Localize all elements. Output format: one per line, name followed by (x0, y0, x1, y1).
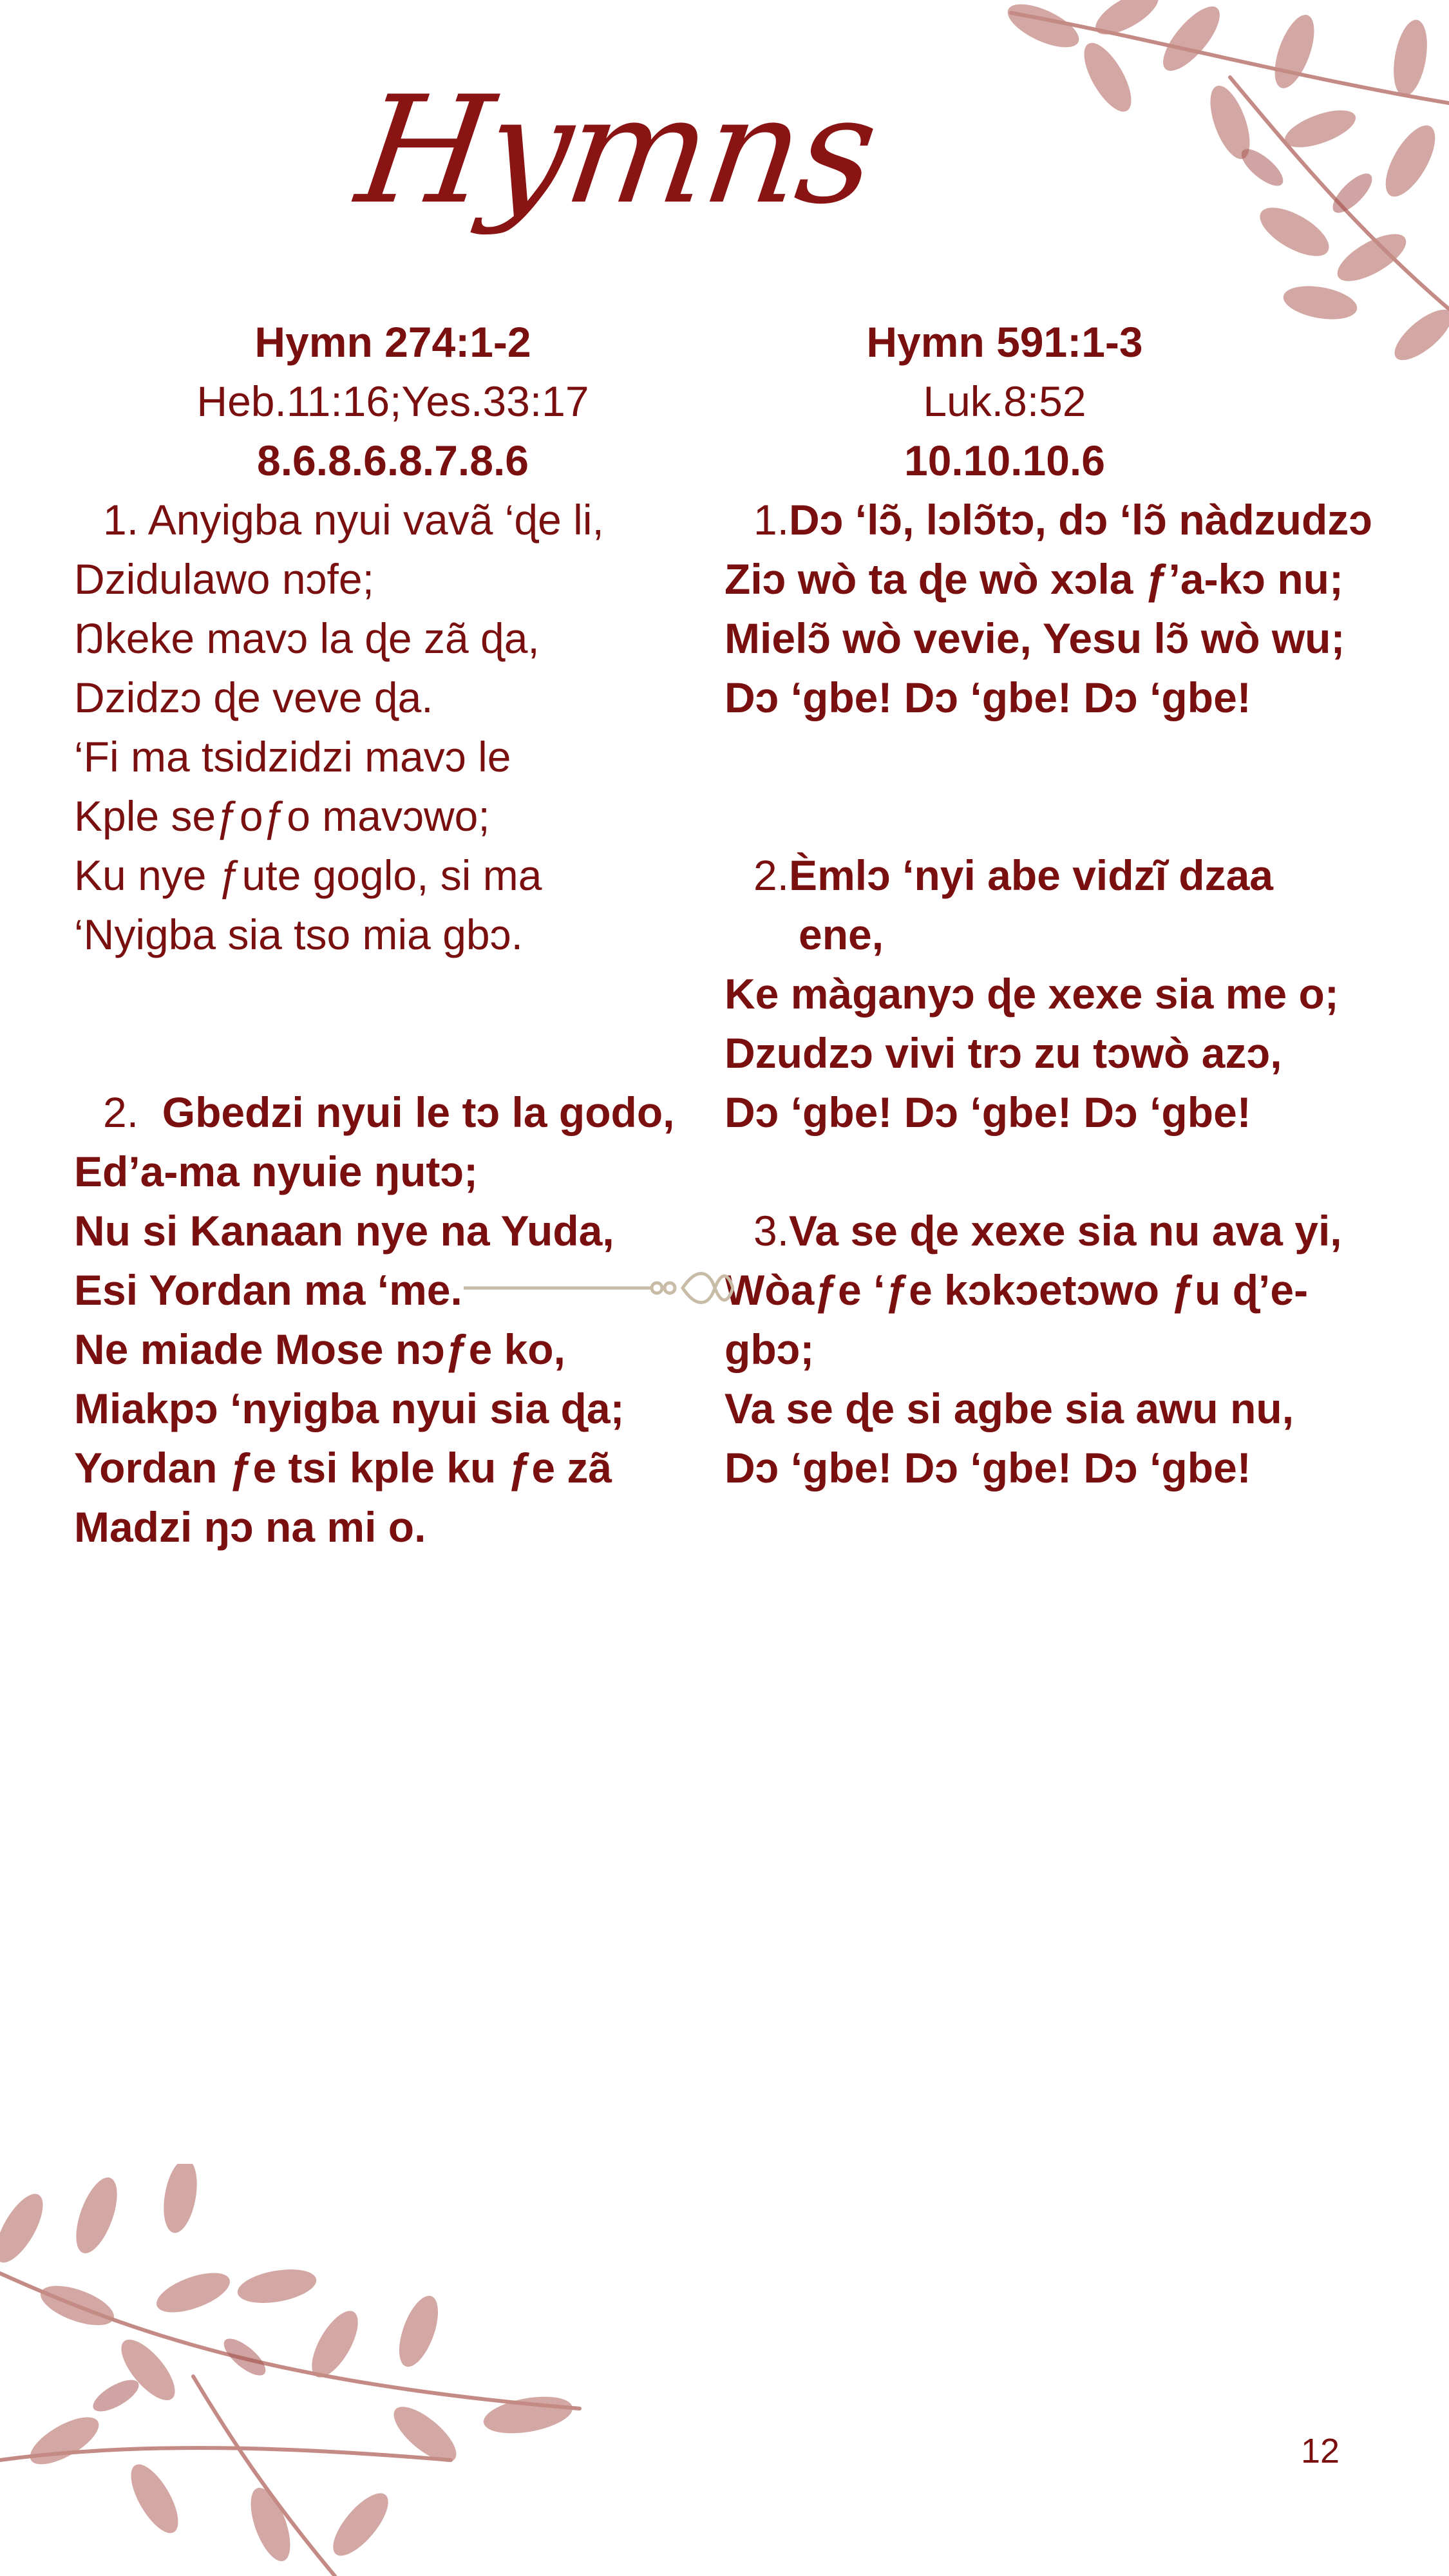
verse-line: Va se ɖe si agbe sia awu nu, (724, 1385, 1294, 1432)
hymn-274-column (74, 312, 692, 1557)
page-number: 12 (1301, 2432, 1340, 2470)
hymn-heading: Hymn 591:1-3 (866, 318, 1143, 366)
leaf-branch-icon (0, 2164, 618, 2576)
verse-line: Mielɔ̃ wò vevie, Yesu lɔ̃ wò wu; (724, 614, 1345, 662)
verse-line: 2.Èmlɔ ‘nyi abe vidzĩ dzaa (724, 846, 1394, 905)
hymn-meter: 10.10.10.6 (904, 437, 1105, 484)
hymn-verse-3 (724, 1201, 1394, 1497)
verse-line: 1. Anyigba nyui vavã ‘ɖe li, (74, 490, 692, 549)
verse-line: Ke màganyɔ ɖe xexe sia me o; (724, 970, 1339, 1018)
hymn-heading: Hymn 274:1-2 (254, 318, 531, 366)
verse-line: Ne miade Mose nɔƒe ko, (74, 1325, 565, 1373)
hymn-591-column (724, 312, 1394, 1497)
hymn-verse-2 (724, 846, 1394, 1142)
verse-line: Ed’a-ma nyuie ŋutɔ; (74, 1148, 478, 1195)
verse-line: Ŋkeke mavɔ la ɖe zã ɖa, (74, 614, 540, 662)
hymn-reference: Luk.8:52 (923, 377, 1086, 425)
hymn-reference: Heb.11:16;Yes.33:17 (196, 377, 589, 425)
verse-number: 1. (103, 496, 139, 544)
page-title: Hymns (348, 65, 885, 237)
verse-line: Yordan ƒe tsi kple ku ƒe zã (74, 1444, 612, 1492)
verse-line: Dzudzɔ vivi trɔ zu tɔwò azɔ, (724, 1029, 1282, 1077)
verse-number: 2. (103, 1088, 139, 1136)
verse-line: Dzidzɔ ɖe veve ɖa. (74, 674, 433, 721)
verse-line: Madzi ŋɔ na mi o. (74, 1503, 426, 1551)
verse-line: ‘Nyigba sia tso mia gbɔ. (74, 911, 523, 958)
verse-number: 3. (753, 1207, 790, 1255)
verse-line: Dzidulawo nɔfe; (74, 555, 374, 603)
verse-number: 1. (753, 496, 790, 544)
verse-line: Dɔ ‘gbe! Dɔ ‘gbe! Dɔ ‘gbe! (724, 1088, 1251, 1136)
hymn-verse-1 (724, 490, 1394, 727)
verse-line: Ku nye ƒute goglo, si ma (74, 851, 542, 899)
verse-line: 1.Dɔ ‘lɔ̃, lɔlɔ̃tɔ, dɔ ‘lɔ̃ nàdzudzɔ (724, 490, 1394, 549)
verse-line: Esi Yordan ma ‘me. (74, 1266, 462, 1314)
hymn-verse-1 (74, 490, 692, 964)
verse-line: gbɔ; (724, 1325, 815, 1373)
verse-line: Wòaƒe ‘ƒe kɔkɔetɔwo ƒu ɖ’e- (724, 1266, 1309, 1314)
verse-line: Ziɔ wò ta ɖe wò xɔla ƒ’a-kɔ nu; (724, 555, 1343, 603)
verse-line: Nu si Kanaan nye na Yuda, (74, 1207, 614, 1255)
verse-number: 2. (753, 851, 790, 899)
verse-line: Miakpɔ ‘nyigba nyui sia ɖa; (74, 1385, 625, 1432)
hymn-meter: 8.6.8.6.8.7.8.6 (256, 437, 529, 484)
verse-line: Kple seƒoƒo mavɔwo; (74, 792, 490, 840)
verse-line: 3.Va se ɖe xexe sia nu ava yi, (724, 1201, 1394, 1260)
verse-line: ‘Fi ma tsidzidzi mavɔ le (74, 733, 511, 781)
verse-line: 2. Gbedzi nyui le tɔ la godo, (74, 1083, 692, 1142)
ornamental-divider-icon (464, 1265, 734, 1311)
hymn-verse-2 (74, 1083, 692, 1557)
verse-line: ene, (799, 911, 884, 958)
verse-line: Dɔ ‘gbe! Dɔ ‘gbe! Dɔ ‘gbe! (724, 1444, 1251, 1492)
verse-line: Dɔ ‘gbe! Dɔ ‘gbe! Dɔ ‘gbe! (724, 674, 1251, 721)
